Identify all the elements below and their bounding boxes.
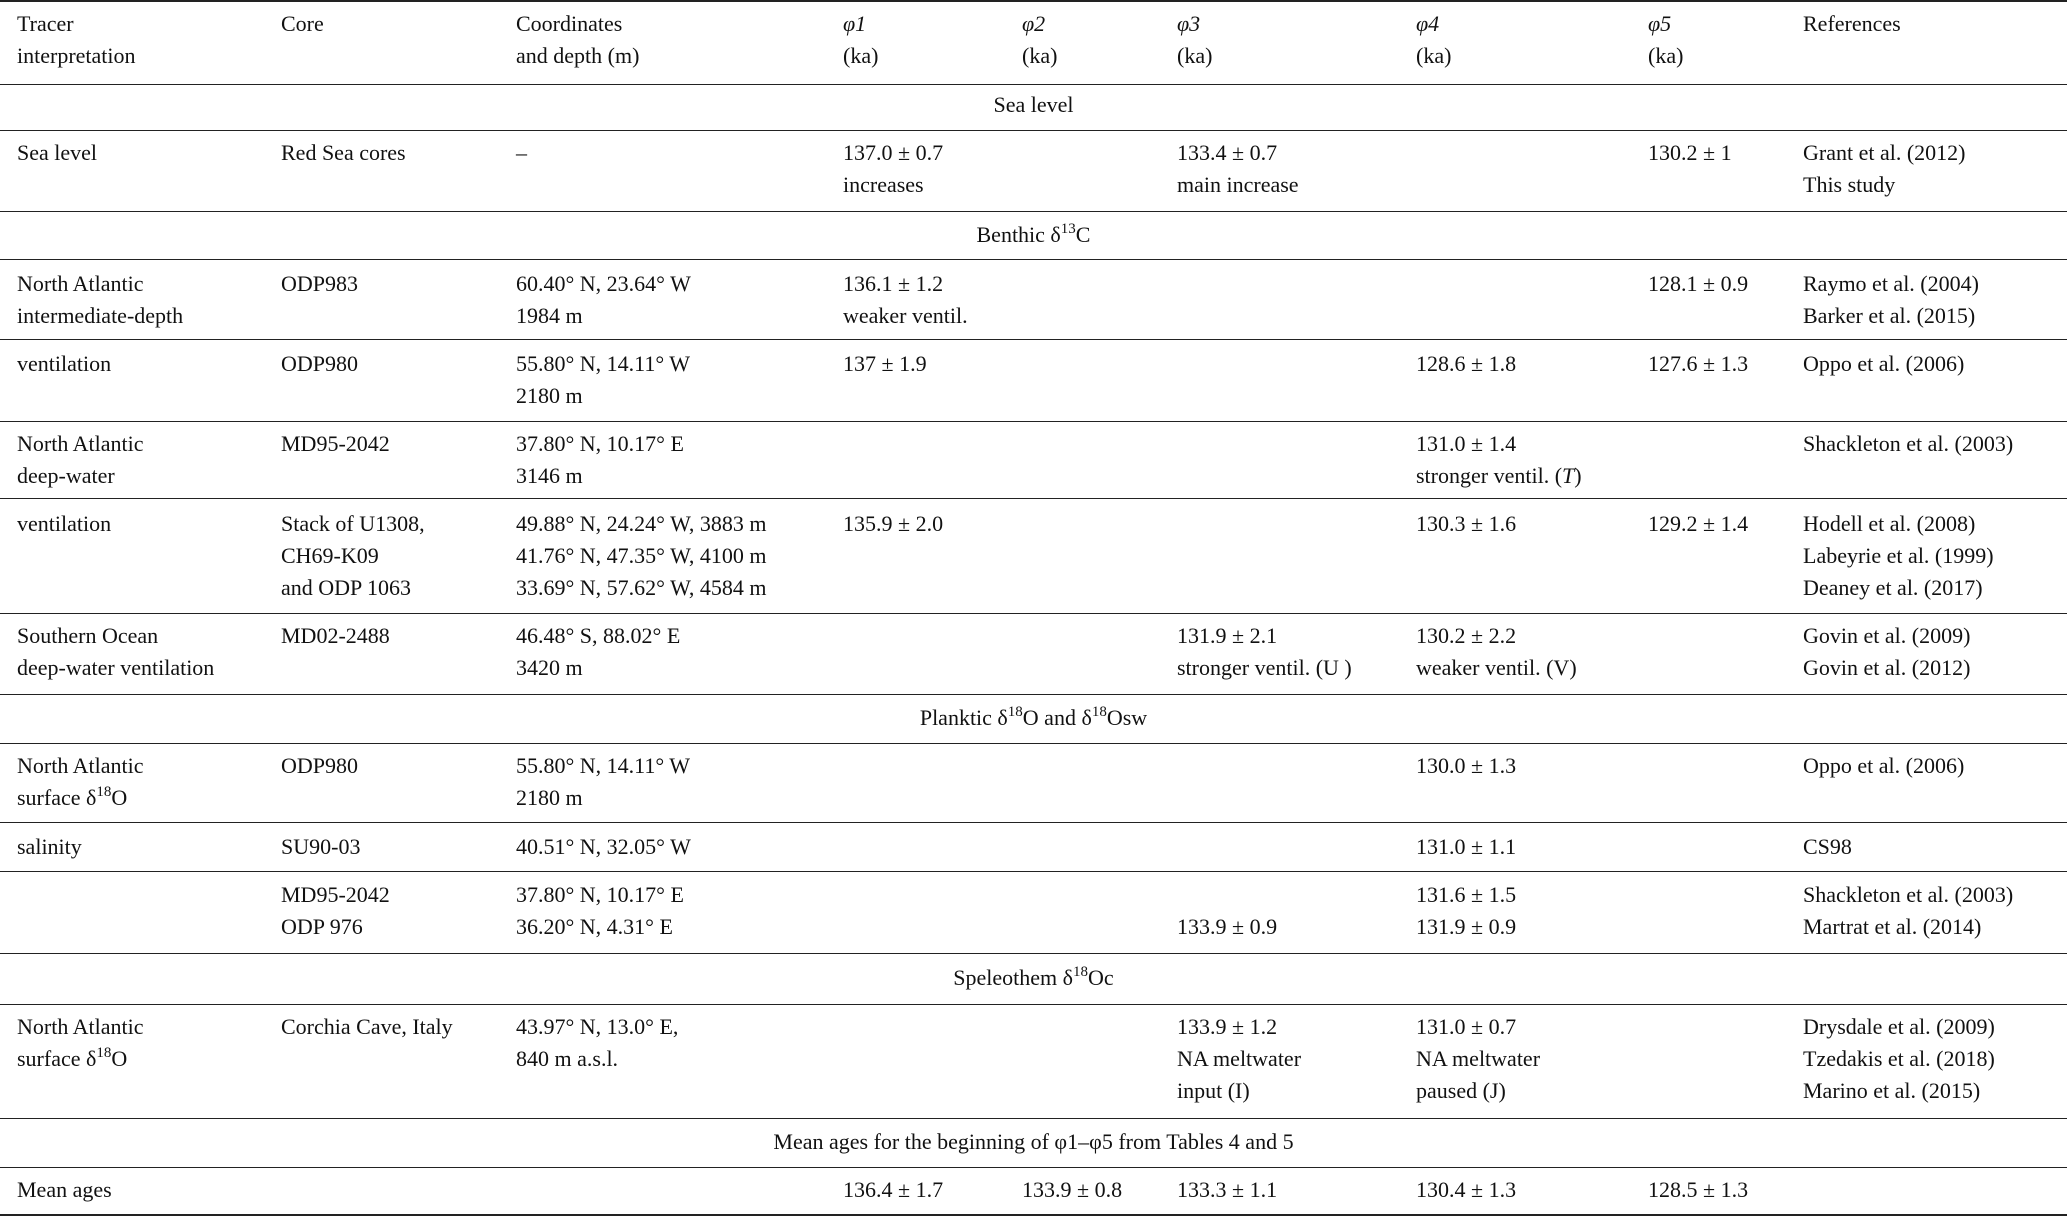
- rule: [0, 498, 2067, 499]
- header-phi4: φ4 (ka): [1416, 11, 1452, 68]
- stack-core: Stack of U1308, CH69-K09 and ODP 1063: [281, 511, 425, 600]
- speleo-phi3: 133.9 ± 1.2 NA meltwater input (I): [1177, 1014, 1302, 1103]
- md-odp-phi4: 131.6 ± 1.5 131.9 ± 0.9: [1416, 882, 1517, 939]
- section-benthic: Benthic $\delta^{13}C$: [976, 221, 1091, 247]
- mean-phi4: 130.4 ± 1.3: [1416, 1177, 1517, 1202]
- rule: [0, 1118, 2067, 1119]
- mean-label: Mean ages: [17, 1177, 112, 1202]
- header-coords: Coordinates and depth (m): [516, 11, 640, 68]
- md95-phi4: 131.0 ± 1.4 stronger ventil. (T): [1416, 431, 1582, 488]
- header-phi3: φ3 (ka): [1177, 11, 1213, 68]
- rule: [0, 1167, 2067, 1168]
- odp983-core: ODP983: [281, 271, 359, 296]
- rule: [0, 259, 2067, 260]
- section-sea-level: Sea level: [993, 92, 1074, 117]
- odp983-phi5: 128.1 ± 0.9: [1648, 271, 1749, 296]
- rule: [0, 613, 2067, 614]
- section-speleothem: Speleothem $\delta^{18}Oc$: [953, 964, 1114, 990]
- surf-odp980-phi4: 130.0 ± 1.3: [1416, 753, 1517, 778]
- rule: [0, 421, 2067, 422]
- mean-phi5: 128.5 ± 1.3: [1648, 1177, 1749, 1202]
- md-odp-refs: Shackleton et al. (2003) Martrat et al. (2014): [1803, 882, 2014, 939]
- stack-coords: 49.88° N, 24.24° W, 3883 m 41.76° N, 47.35° W, 4100 m 33.69° N, 57.62° W, 4584 m: [516, 511, 767, 600]
- stack-refs: Hodell et al. (2008) Labeyrie et al. (1999) Deaney et al. (2017): [1803, 511, 1994, 600]
- su90-core: SU90-03: [281, 834, 361, 859]
- so-coords: 46.48° S, 88.02° E 3420 m: [516, 623, 681, 680]
- rule: [0, 871, 2067, 872]
- so-phi4: 130.2 ± 2.2 weaker ventil. (V): [1416, 623, 1577, 680]
- header-phi2: φ2 (ka): [1022, 11, 1058, 68]
- so-tracer: Southern Ocean deep-water ventilation: [17, 623, 215, 680]
- rule-header: [0, 84, 2067, 85]
- speleo-core: Corchia Cave, Italy: [281, 1014, 453, 1039]
- odp980-phi1: 137 ± 1.9: [843, 351, 927, 376]
- header-phi5: φ5 (ka): [1648, 11, 1684, 68]
- rule: [0, 211, 2067, 212]
- sealevel-tracer: Sea level: [17, 140, 98, 165]
- md-odp-coords: 37.80° N, 10.17° E 36.20° N, 4.31° E: [516, 882, 684, 939]
- so-phi3: 131.9 ± 2.1 stronger ventil. (U ): [1177, 623, 1352, 680]
- odp980-phi4: 128.6 ± 1.8: [1416, 351, 1517, 376]
- surf-odp980-core: ODP980: [281, 753, 359, 778]
- mean-phi1: 136.4 ± 1.7: [843, 1177, 944, 1202]
- na-int-tracer: North Atlantic intermediate-depth: [17, 271, 184, 328]
- stack-phi1: 135.9 ± 2.0: [843, 511, 944, 536]
- header-tracer: Tracer interpretation: [17, 11, 136, 68]
- sealevel-phi5: 130.2 ± 1: [1648, 140, 1732, 165]
- speleo-coords: 43.97° N, 13.0° E, 840 m a.s.l.: [516, 1014, 679, 1071]
- md95-refs: Shackleton et al. (2003): [1803, 431, 2014, 456]
- md95-core: MD95-2042: [281, 431, 390, 456]
- header-references: References: [1803, 11, 1901, 36]
- speleo-phi4: 131.0 ± 0.7 NA meltwater paused (J): [1416, 1014, 1541, 1103]
- sealevel-coords: –: [516, 140, 527, 165]
- sealevel-core: Red Sea cores: [281, 140, 406, 165]
- odp980-phi5: 127.6 ± 1.3: [1648, 351, 1749, 376]
- md-odp-phi3: 133.9 ± 0.9: [1177, 914, 1278, 939]
- md-odp-core: MD95-2042 ODP 976: [281, 882, 390, 939]
- section-mean-ages: Mean ages for the beginning of φ1–φ5 from Tables 4 and 5: [773, 1129, 1294, 1154]
- na-int-tracer-cont: ventilation: [17, 351, 112, 376]
- odp983-phi1: 136.1 ± 1.2 weaker ventil.: [843, 271, 968, 328]
- so-refs: Govin et al. (2009) Govin et al. (2012): [1803, 623, 1971, 680]
- stack-phi4: 130.3 ± 1.6: [1416, 511, 1517, 536]
- odp983-coords: 60.40° N, 23.64° W 1984 m: [516, 271, 691, 328]
- md95-coords: 37.80° N, 10.17° E 3146 m: [516, 431, 684, 488]
- surf-odp980-refs: Oppo et al. (2006): [1803, 753, 1965, 778]
- sealevel-phi3: 133.4 ± 0.7 main increase: [1177, 140, 1299, 197]
- su90-coords: 40.51° N, 32.05° W: [516, 834, 691, 859]
- header-phi1: φ1 (ka): [843, 11, 879, 68]
- odp980-core: ODP980: [281, 351, 359, 376]
- rule: [0, 130, 2067, 131]
- rule: [0, 339, 2067, 340]
- sealevel-refs: Grant et al. (2012) This study: [1803, 140, 1966, 197]
- na-deep-tracer: North Atlantic deep-water: [17, 431, 144, 488]
- speleo-refs: Drysdale et al. (2009) Tzedakis et al. (2018) Marino et al. (2015): [1803, 1014, 1995, 1103]
- so-core: MD02-2488: [281, 623, 390, 648]
- mean-phi2: 133.9 ± 0.8: [1022, 1177, 1123, 1202]
- rule: [0, 953, 2067, 954]
- sealevel-phi1: 137.0 ± 0.7 increases: [843, 140, 944, 197]
- odp980-coords: 55.80° N, 14.11° W 2180 m: [516, 351, 691, 408]
- na-surf-tracer: North Atlantic surface $\delta^{18}O$: [17, 753, 144, 810]
- rule: [0, 1004, 2067, 1005]
- na-deep-tracer-cont: ventilation: [17, 511, 112, 536]
- rule-bottom: [0, 1214, 2067, 1216]
- rule: [0, 694, 2067, 695]
- speleo-tracer: North Atlantic surface $\delta^{18}O$: [17, 1014, 144, 1071]
- odp983-refs: Raymo et al. (2004) Barker et al. (2015): [1803, 271, 1979, 328]
- header-core: Core: [281, 11, 324, 36]
- rule: [0, 822, 2067, 823]
- su90-phi4: 131.0 ± 1.1: [1416, 834, 1517, 859]
- section-planktic: Planktic $\delta^{18}O$ and $\delta^{18}Osw$: [919, 704, 1148, 730]
- odp980-refs: Oppo et al. (2006): [1803, 351, 1965, 376]
- na-surf-tracer-cont: salinity: [17, 834, 82, 859]
- su90-refs: CS98: [1803, 834, 1852, 859]
- mean-phi3: 133.3 ± 1.1: [1177, 1177, 1278, 1202]
- stack-phi5: 129.2 ± 1.4: [1648, 511, 1749, 536]
- surf-odp980-coords: 55.80° N, 14.11° W 2180 m: [516, 753, 691, 810]
- rule-top: [0, 0, 2067, 2]
- rule: [0, 743, 2067, 744]
